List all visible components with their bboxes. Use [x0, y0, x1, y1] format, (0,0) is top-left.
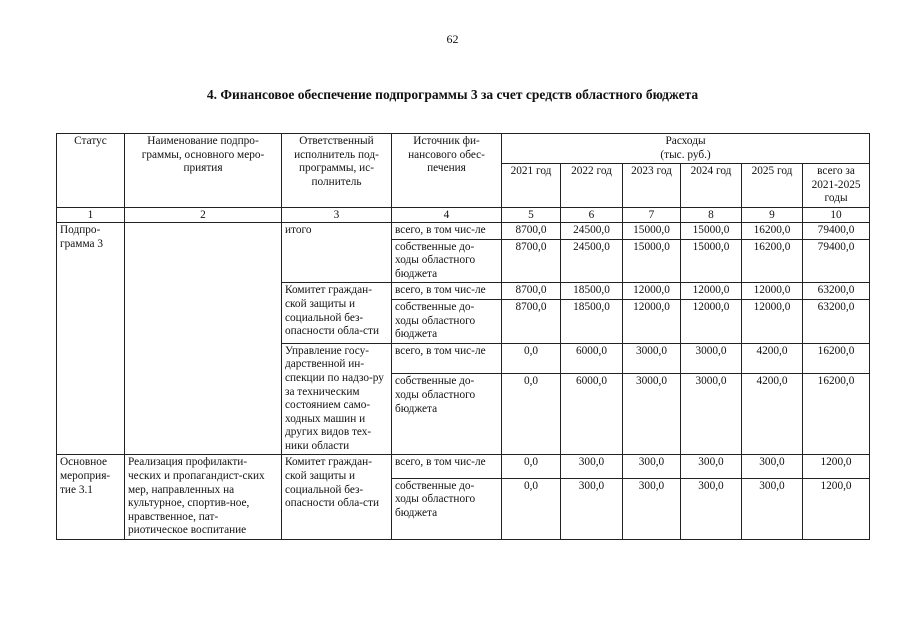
responsible-cell: Комитет граждан-ской защиты и социальной без-опасности обла-сти — [282, 455, 392, 540]
table-body — [57, 222, 870, 539]
value-cell: 0,0 — [502, 478, 561, 539]
column-number: 5 — [502, 207, 561, 222]
total-cell: 16200,0 — [803, 374, 870, 455]
column-number: 9 — [742, 207, 803, 222]
value-cell: 300,0 — [561, 478, 623, 539]
value-cell: 300,0 — [623, 455, 681, 478]
header-expenses: Расходы — [502, 134, 870, 149]
header-name: Наименование подпро-граммы, основного меро-приятия — [125, 134, 282, 208]
table-row — [57, 222, 870, 239]
responsible-cell: Управление госу-дарственной ин-спекции по надзо-ру за техническим состоянием само-ходных машин и других видов тех-ники области — [282, 343, 392, 455]
value-cell: 3000,0 — [681, 374, 742, 455]
header-expenses-unit: (тыс. руб.) — [502, 149, 870, 164]
value-cell: 6000,0 — [561, 343, 623, 374]
value-cell: 4200,0 — [742, 343, 803, 374]
header-row — [57, 134, 870, 149]
value-cell: 24500,0 — [561, 222, 623, 239]
name-cell — [125, 222, 282, 455]
column-number: 2 — [125, 207, 282, 222]
value-cell: 12000,0 — [623, 299, 681, 343]
value-cell: 4200,0 — [742, 374, 803, 455]
header-year: 2025 год — [742, 164, 803, 208]
column-number: 3 — [282, 207, 392, 222]
responsible-cell: Комитет граждан-ской защиты и социальной без-опасности обла-сти — [282, 283, 392, 343]
value-cell: 0,0 — [502, 343, 561, 374]
value-cell: 18500,0 — [561, 283, 623, 300]
source-cell: собственные до-ходы областного бюджета — [392, 374, 502, 455]
source-cell: собственные до-ходы областного бюджета — [392, 299, 502, 343]
value-cell: 16200,0 — [742, 222, 803, 239]
source-cell: всего, в том чис-ле — [392, 222, 502, 239]
source-cell: собственные до-ходы областного бюджета — [392, 478, 502, 539]
header-year: 2023 год — [623, 164, 681, 208]
total-cell: 79400,0 — [803, 222, 870, 239]
value-cell: 300,0 — [561, 455, 623, 478]
value-cell: 3000,0 — [623, 343, 681, 374]
column-number: 1 — [57, 207, 125, 222]
column-number: 8 — [681, 207, 742, 222]
header-status: Статус — [57, 134, 125, 208]
total-cell: 63200,0 — [803, 283, 870, 300]
column-number: 7 — [623, 207, 681, 222]
value-cell: 12000,0 — [681, 299, 742, 343]
value-cell: 300,0 — [681, 455, 742, 478]
value-cell: 8700,0 — [502, 222, 561, 239]
value-cell: 8700,0 — [502, 283, 561, 300]
source-cell: собственные до-ходы областного бюджета — [392, 239, 502, 283]
responsible-cell: итого — [282, 222, 392, 282]
value-cell: 8700,0 — [502, 299, 561, 343]
value-cell: 12000,0 — [742, 299, 803, 343]
value-cell: 15000,0 — [681, 222, 742, 239]
header-year: 2024 год — [681, 164, 742, 208]
name-cell: Реализация профилакти-ческих и пропагандист-ских мер, направленных на культурное, спортив-ное, нравственное, пат-риотическое воспитание — [125, 455, 282, 540]
value-cell: 300,0 — [742, 478, 803, 539]
total-cell: 1200,0 — [803, 478, 870, 539]
total-cell: 16200,0 — [803, 343, 870, 374]
column-number: 6 — [561, 207, 623, 222]
header-source: Источник фи-нансового обес-печения — [392, 134, 502, 208]
column-number-row — [57, 207, 870, 222]
value-cell: 12000,0 — [623, 283, 681, 300]
value-cell: 15000,0 — [623, 239, 681, 283]
header-year: 2021 год — [502, 164, 561, 208]
value-cell: 300,0 — [742, 455, 803, 478]
column-number: 4 — [392, 207, 502, 222]
value-cell: 3000,0 — [623, 374, 681, 455]
value-cell: 300,0 — [623, 478, 681, 539]
column-number: 10 — [803, 207, 870, 222]
total-cell: 1200,0 — [803, 455, 870, 478]
source-cell: всего, в том чис-ле — [392, 283, 502, 300]
page-title: 4. Финансовое обеспечение подпрограммы 3 за счет средств областного бюджета — [206, 87, 699, 102]
value-cell: 12000,0 — [681, 283, 742, 300]
value-cell: 24500,0 — [561, 239, 623, 283]
page-number: 62 — [446, 32, 459, 46]
value-cell: 16200,0 — [742, 239, 803, 283]
value-cell: 15000,0 — [681, 239, 742, 283]
header-responsible: Ответственный исполнитель под-программы, ис-полнитель — [282, 134, 392, 208]
table-row — [57, 455, 870, 478]
value-cell: 15000,0 — [623, 222, 681, 239]
status-cell: Подпро-грамма 3 — [57, 222, 125, 455]
value-cell: 3000,0 — [681, 343, 742, 374]
status-cell: Основное мероприя-тие 3.1 — [57, 455, 125, 540]
financial-table — [56, 133, 870, 540]
source-cell: всего, в том чис-ле — [392, 455, 502, 478]
value-cell: 0,0 — [502, 455, 561, 478]
value-cell: 6000,0 — [561, 374, 623, 455]
total-cell: 79400,0 — [803, 239, 870, 283]
total-cell: 63200,0 — [803, 299, 870, 343]
value-cell: 12000,0 — [742, 283, 803, 300]
value-cell: 300,0 — [681, 478, 742, 539]
header-year: 2022 год — [561, 164, 623, 208]
value-cell: 18500,0 — [561, 299, 623, 343]
source-cell: всего, в том чис-ле — [392, 343, 502, 374]
header-total: всего за 2021-2025 годы — [803, 164, 870, 208]
value-cell: 8700,0 — [502, 239, 561, 283]
value-cell: 0,0 — [502, 374, 561, 455]
